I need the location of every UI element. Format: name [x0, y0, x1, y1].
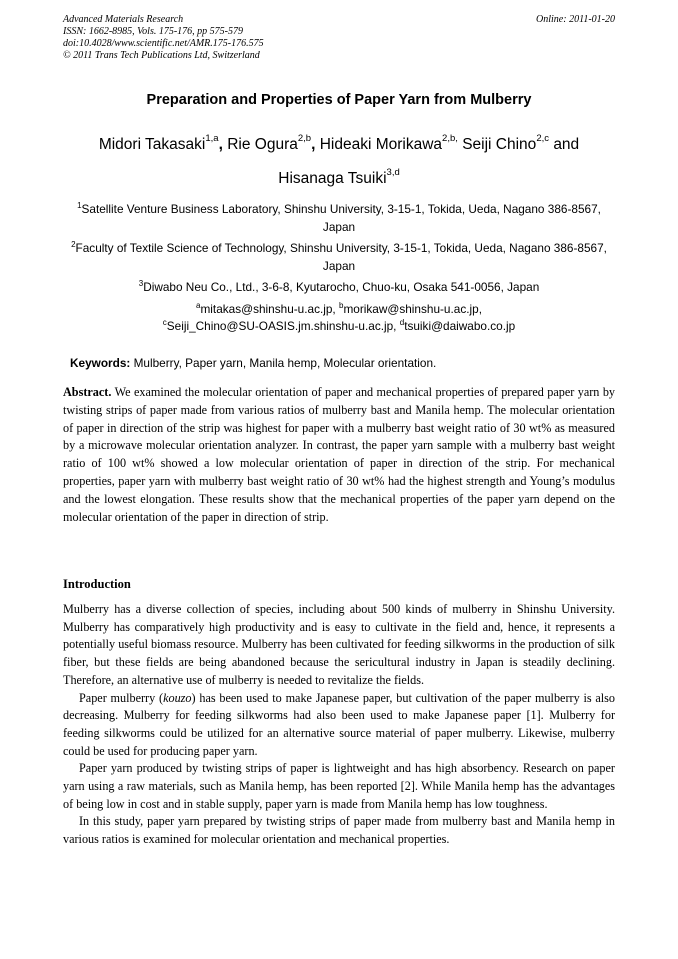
author-separator-and: and [553, 136, 580, 154]
paragraph-text: Paper mulberry ( [79, 690, 164, 705]
email-sup: c [162, 318, 167, 328]
abstract [63, 384, 615, 526]
affiliation-2 [63, 240, 615, 275]
email-address: tsuiki@daiwabo.co.jp [404, 319, 516, 333]
keywords-text: Mulberry, Paper yarn, Manila hemp, Molecular orientation. [133, 356, 437, 370]
affiliation-sup: 3 [138, 279, 144, 289]
online-date: Online: 2011-01-20 [536, 14, 615, 25]
author-affiliation-sup: 2,b, [442, 133, 458, 144]
email-address: Seiji_Chino@SU-OASIS.jm.shinshu-u.ac.jp, [166, 319, 397, 333]
author-separator: , [311, 136, 316, 154]
author-affiliation-sup: 1,a [205, 133, 219, 144]
paragraph: Mulberry has a diverse collection of species, including about 500 kinds of mulberry in Shinshu University. Mulberry has comparatively high productivity and is easy to cultivate in the field and, hence, it represents a potentially useful biomass resource. Mulberry has been cultivated for feeding silkworms in the production of silk fiber, but these fields are being abandoned because the sericultural industry in Japan is steadily declining. Therefore, an alternative use of mulberry is needed to revitalize the fields. [63, 602, 615, 687]
author-list [63, 126, 615, 194]
italic-term: kouzo [163, 690, 192, 705]
email-line-1 [63, 301, 615, 319]
copyright-line: © 2011 Trans Tech Publications Ltd, Switzerland [63, 50, 260, 61]
author-name: Rie Ogura [227, 136, 298, 154]
affiliations [63, 201, 615, 336]
author-name: Hisanaga Tsuiki [278, 170, 387, 188]
abstract-text: We examined the molecular orientation of paper and mechanical properties of prepared paper yarn by twisting strips of paper made from various ratios of mulberry bast and Manila hemp. The molecular orientation of paper in direction of the strip was highest for paper with a mulberry bast weight ratio of 30 wt% as measured by a microwave molecular orientation analyzer. In contrast, the paper yarn sample with a mulberry bast weight ratio of 100 wt% showed a low molecular orientation of paper in direction of the strip. For mechanical properties, paper yarn with mulberry bast weight ratio of 30 wt% had the highest strength and Young’s modulus and the lowest elongation. These results show that the mechanical properties of the paper yarn depend on the molecular orientation of the paper in direction of strip. [63, 385, 616, 524]
keywords [70, 356, 615, 370]
email-list [63, 301, 615, 336]
author-name: Midori Takasaki [98, 136, 206, 154]
paragraph-text: ) has been used to make Japanese paper, but cultivation of the paper mulberry is also decreasing. Mulberry for feeding silkworms had also been used to make Japanese paper [1]. Mulberry for feeding silkworms could be utilized for an alternative source material of paper mulberry. Likewise, mulberry could be used for producing paper yarn. [63, 690, 615, 758]
author-separator: , [218, 136, 223, 154]
paragraph: Paper yarn produced by twisting strips of paper is lightweight and has high absorbency. Research on paper yarn using a raw materials, such as Manila hemp, has been reported [2]. While Manila hemp has the advantages of being low in cost and in stable supply, paper yarn is made from Manila hemp has low toughness. [63, 761, 615, 811]
author-affiliation-sup: 2,b [297, 133, 312, 144]
abstract-label: Abstract. [63, 385, 112, 399]
affiliation-text: Diwabo Neu Co., Ltd., 3-6-8, Kyutarocho, Chuo-ku, Osaka 541-0056, Japan [143, 280, 540, 294]
email-line-2 [63, 318, 615, 336]
affiliation-text: Satellite Venture Business Laboratory, Shinshu University, 3-15-1, Tokida, Ueda, Nagano 386-8567, Japan [81, 202, 601, 234]
affiliation-text: Faculty of Textile Science of Technology, Shinshu University, 3-15-1, Tokida, Ueda, Nagano 386-8567, Japan [75, 241, 607, 273]
author-name: Hideaki Morikawa [319, 136, 443, 154]
email-sup: a [196, 300, 201, 310]
publication-info [63, 14, 615, 62]
journal-name: Advanced Materials Research [63, 14, 184, 25]
page-header [63, 14, 615, 62]
affiliation-sup: 2 [71, 240, 76, 250]
email-address: mitakas@shinshu-u.ac.jp, [200, 301, 336, 316]
paragraph: In this study, paper yarn prepared by twisting strips of paper made from mulberry bast and Manila hemp in various ratios is examined for molecular orientation and mechanical properties. [63, 814, 615, 847]
affiliation-sup: 1 [77, 201, 82, 211]
introduction-body [63, 601, 615, 849]
author-name: Seiji Chino [462, 136, 537, 154]
author-line-2 [63, 160, 615, 194]
email-sup: d [399, 318, 405, 328]
email-sup: b [339, 300, 344, 310]
paragraph [63, 690, 615, 761]
affiliation-1 [63, 201, 615, 236]
paper-title: Preparation and Properties of Paper Yarn from Mulberry [146, 92, 532, 108]
author-affiliation-sup: 2,c [536, 133, 549, 144]
keywords-label: Keywords: [70, 356, 131, 370]
issn-line: ISSN: 1662-8985, Vols. 175-176, pp 575-579 [63, 26, 243, 37]
email-address: morikaw@shinshu-u.ac.jp, [343, 301, 482, 316]
doi-line: doi:10.4028/www.scientific.net/AMR.175-176.575 [63, 38, 264, 49]
affiliation-3 [63, 279, 615, 297]
author-line-1 [63, 126, 615, 160]
author-affiliation-sup: 3,d [386, 167, 400, 179]
section-heading-introduction: Introduction [63, 577, 131, 591]
